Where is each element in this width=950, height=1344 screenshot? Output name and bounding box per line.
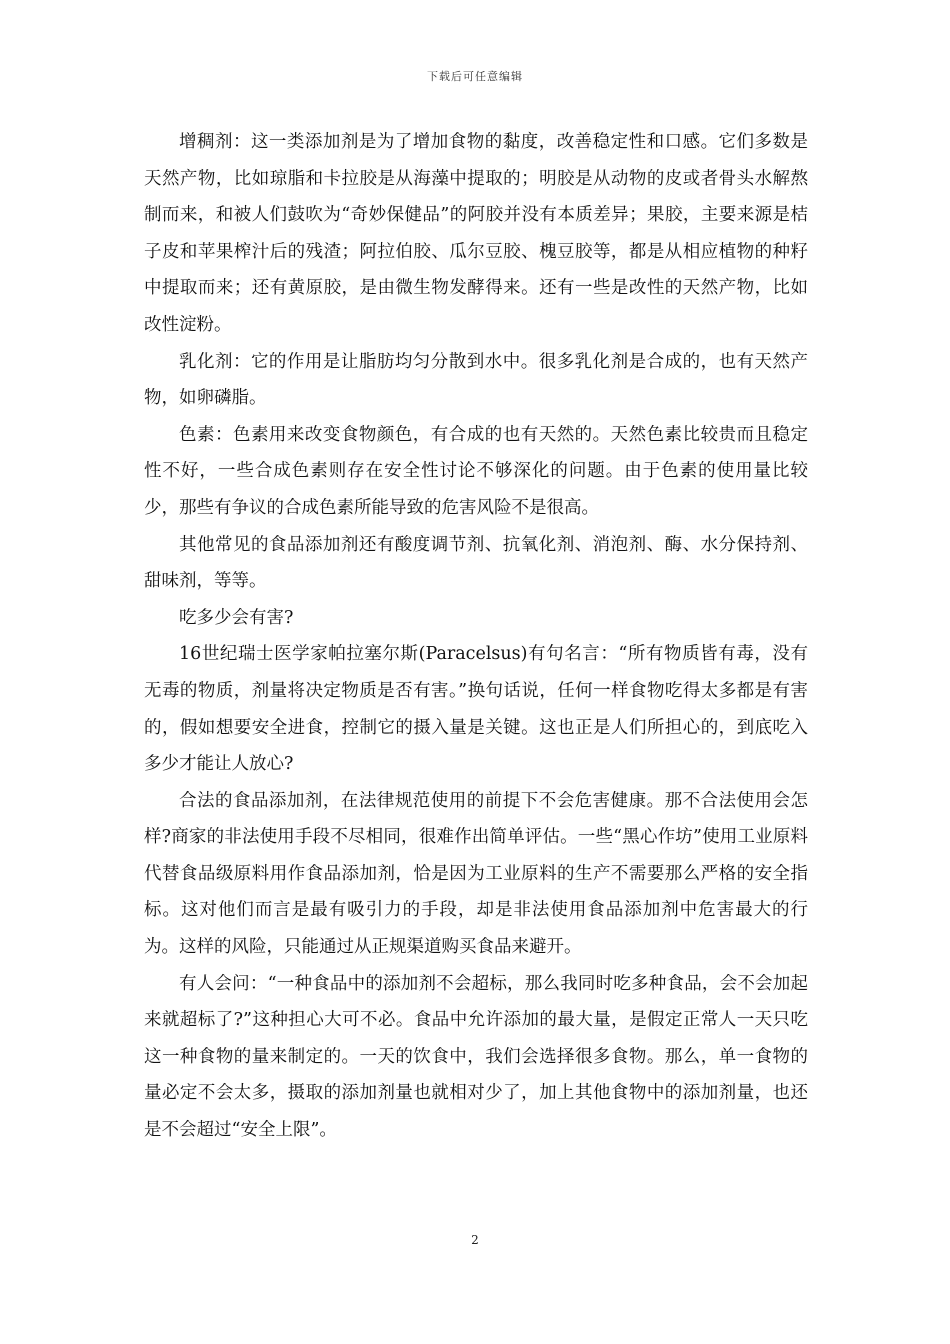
paragraph-thickeners: 增稠剂：这一类添加剂是为了增加食物的黏度，改善稳定性和口感。它们多数是天然产物，比如琼脂和卡拉胶是从海藻中提取的；明胶是从动物的皮或者骨头水解熬制而来，和被人们鼓吹为“奇妙保健品”的阿胶并没有本质差异；果胶，主要来源是桔子皮和苹果榨汁后的残渣；阿拉伯胶、瓜尔豆胶、槐豆胶等，都是从相应植物的种籽中提取而来；还有黄原胶，是由微生物发酵得来。还有一些是改性的天然产物，比如改性淀粉。 (144, 132, 808, 335)
page-number: 2 (471, 1233, 479, 1247)
paragraph-emulsifiers: 乳化剂：它的作用是让脂肪均匀分散到水中。很多乳化剂是合成的，也有天然产物，如卵磷脂。 (144, 351, 808, 409)
paragraph-other-additives: 其他常见的食品添加剂还有酸度调节剂、抗氧化剂、消泡剂、酶、水分保持剂、甜味剂，等等。 (144, 534, 808, 592)
paragraph-paracelsus: 16世纪瑞士医学家帕拉塞尔斯(Paracelsus)有句名言：“所有物质皆有毒，没有无毒的物质，剂量将决定物质是否有害。”换句话说，任何一样食物吃得太多都是有害的，假如想要安全进食，控制它的摄入量是关键。这也正是人们所担心的，到底吃入多少才能让人放心? (144, 644, 808, 775)
section-heading: 吃多少会有害? (179, 607, 294, 628)
paragraph-colorants: 色素：色素用来改变食物颜色，有合成的也有天然的。天然色素比较贵而且稳定性不好，一些合成色素则存在安全性讨论不够深化的问题。由于色素的使用量比较少，那些有争议的合成色素所能导致的危害风险不是很高。 (144, 424, 808, 518)
document-body (144, 124, 808, 1149)
page-header: 下载后可任意编辑 (427, 70, 523, 83)
paragraph-legal-use: 合法的食品添加剂，在法律规范使用的前提下不会危害健康。那不合法使用会怎样?商家的非法使用手段不尽相同，很难作出简单评估。一些“黑心作坊”使用工业原料代替食品级原料用作食品添加剂，恰是因为工业原料的生产不需要那么严格的安全指标。这对他们而言是最有吸引力的手段，却是非法使用食品添加剂中危害最大的行为。这样的风险，只能通过从正规渠道购买食品来避开。 (144, 790, 808, 958)
paragraph-multiple-foods: 有人会问：“一种食品中的添加剂不会超标，那么我同时吃多种食品，会不会加起来就超标了?”这种担心大可不必。食品中允许添加的最大量，是假定正常人一天只吃这一种食物的量来制定的。一天的饮食中，我们会选择很多食物。那么，单一食物的量必定不会太多，摄取的添加剂量也就相对少了，加上其他食物中的添加剂量，也还是不会超过“安全上限”。 (144, 973, 808, 1141)
